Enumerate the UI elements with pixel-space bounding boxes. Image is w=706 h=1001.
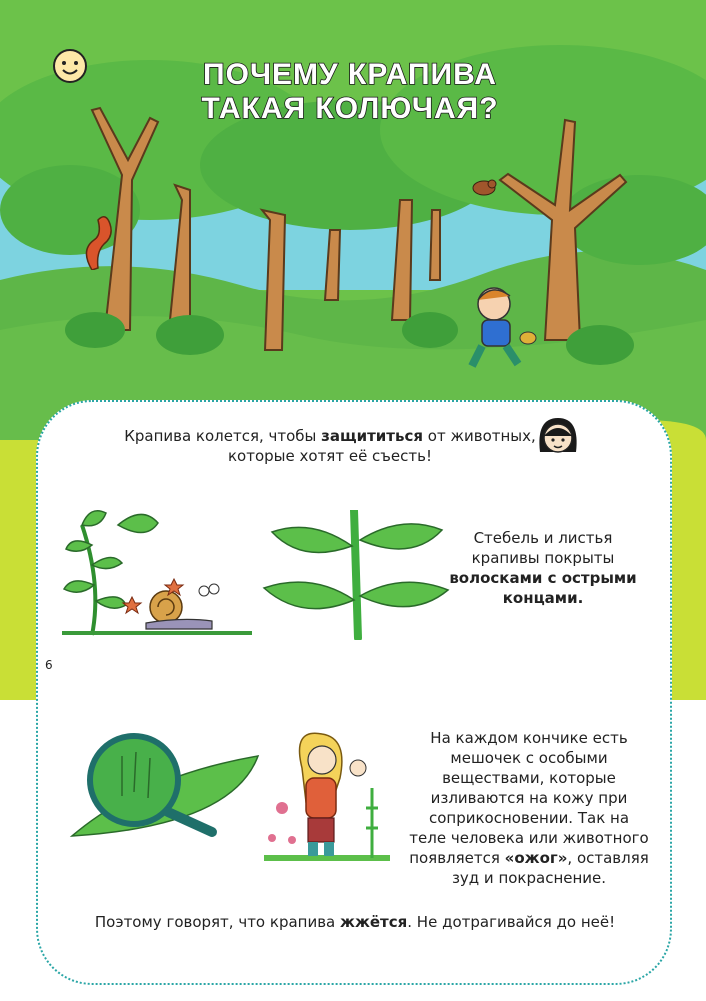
sting-line5: соприкосновении. Так на bbox=[428, 809, 630, 827]
girl-face-icon bbox=[536, 414, 580, 458]
conclusion-text bbox=[60, 912, 650, 932]
title-line-2: ТАКАЯ КОЛЮЧАЯ? bbox=[201, 92, 499, 125]
intro-line2: которые хотят её съесть! bbox=[228, 447, 432, 465]
content-card bbox=[36, 400, 672, 985]
smiley-icon bbox=[52, 48, 88, 84]
intro-text bbox=[120, 426, 540, 466]
intro-bold: защититься bbox=[321, 427, 424, 445]
stem-bold1: волосками с острыми bbox=[449, 569, 637, 587]
bird bbox=[470, 176, 500, 198]
conclusion-part2: . Не дотрагивайся до неё! bbox=[407, 913, 616, 931]
boy bbox=[462, 282, 542, 372]
stem-line1: Стебель и листья bbox=[473, 529, 613, 547]
snail-with-nettle bbox=[62, 505, 252, 640]
sting-description bbox=[404, 728, 654, 888]
conclusion-bold: жжётся bbox=[340, 913, 408, 931]
page-title bbox=[140, 58, 560, 126]
sting-line7-part2: , оставляя bbox=[567, 849, 649, 867]
sting-line3: веществами, которые bbox=[442, 769, 616, 787]
sting-line2: мешочек с особыми bbox=[450, 749, 608, 767]
stem-description bbox=[448, 528, 638, 608]
page-number: 6 bbox=[45, 658, 53, 672]
squirrel bbox=[84, 210, 118, 270]
title-line-1: ПОЧЕМУ КРАПИВА bbox=[203, 58, 497, 91]
stem-line2: крапивы покрыты bbox=[471, 549, 615, 567]
magnifier-on-leaf bbox=[62, 726, 262, 846]
nettle-stem bbox=[262, 510, 452, 640]
girl-with-flowers bbox=[262, 728, 392, 863]
intro-part2: от животных, bbox=[423, 427, 536, 445]
sting-line7-bold: «ожог» bbox=[504, 849, 568, 867]
sting-line4: изливаются на кожу при bbox=[430, 789, 628, 807]
intro-part1: Крапива колется, чтобы bbox=[124, 427, 322, 445]
conclusion-part1: Поэтому говорят, что крапива bbox=[94, 913, 341, 931]
sting-line1: На каждом кончике есть bbox=[430, 729, 628, 747]
stem-bold2: концами. bbox=[502, 589, 584, 607]
sting-line6: теле человека или животного bbox=[409, 829, 649, 847]
sting-line8: зуд и покраснение. bbox=[451, 869, 607, 887]
sting-line7-part1: появляется bbox=[409, 849, 505, 867]
